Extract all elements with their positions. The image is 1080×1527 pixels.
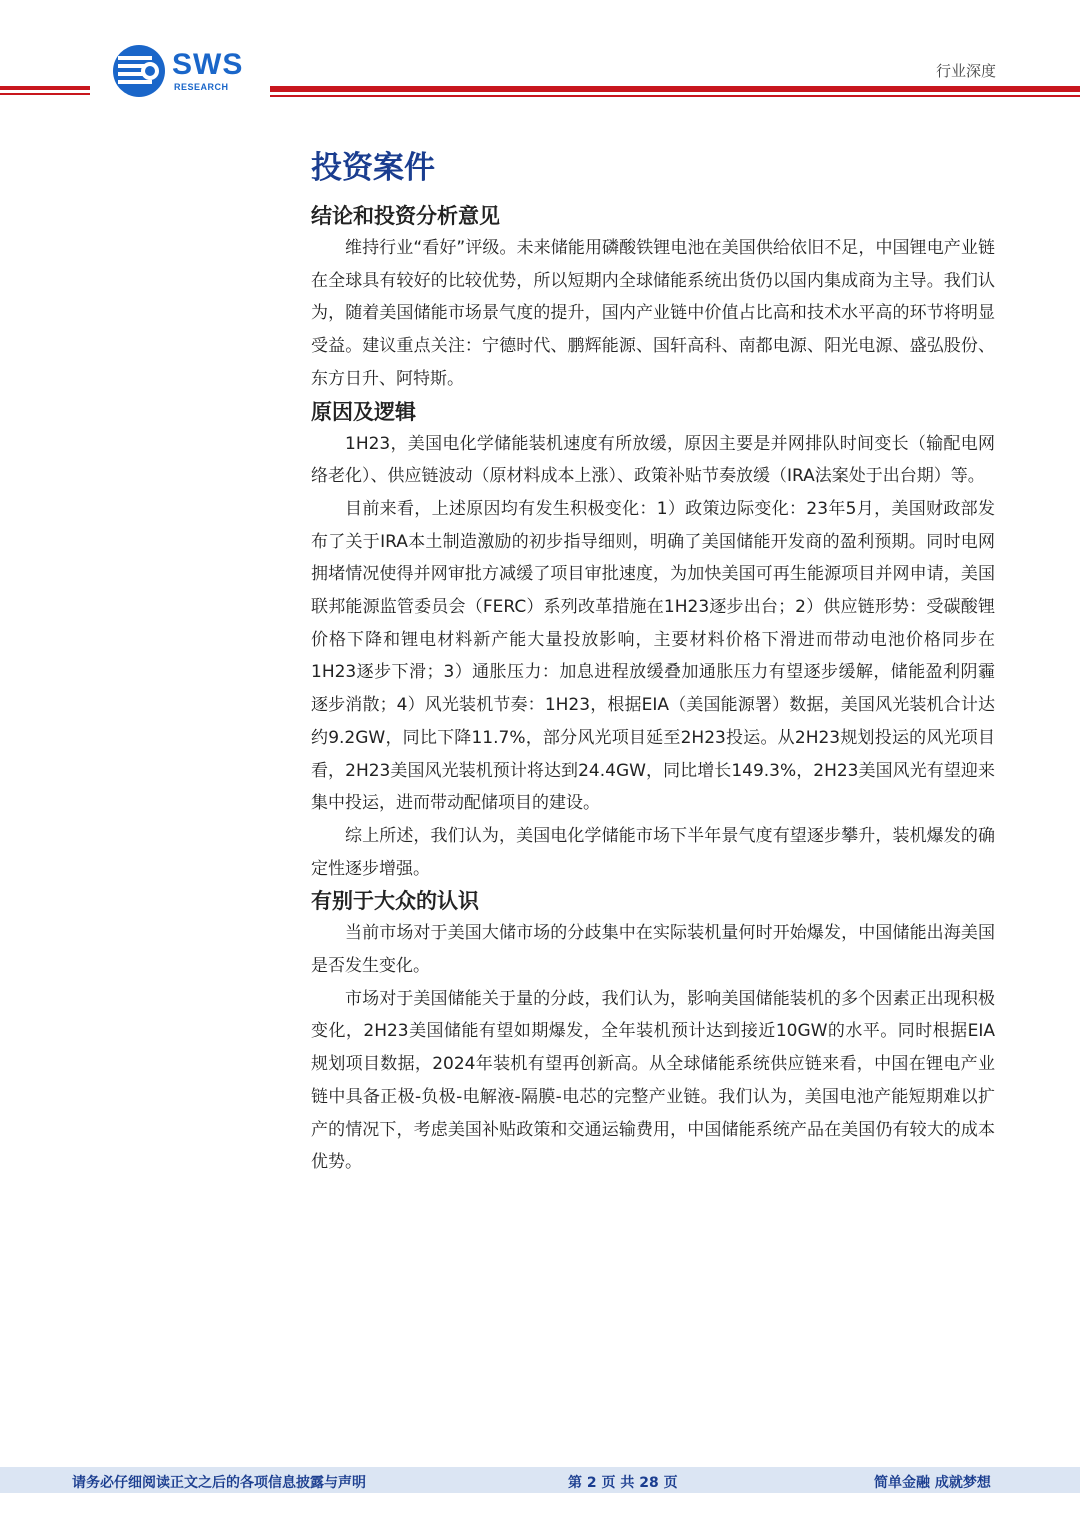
section-reasons (311, 396, 995, 886)
footer-page-number: 第 2 页 共 28 页 (568, 1475, 678, 1491)
section-heading: 结论和投资分析意见 (311, 204, 500, 228)
header-rule-right-thin (270, 95, 1080, 97)
sws-logo (112, 44, 252, 100)
paragraph: 维持行业“看好”评级。未来储能用磷酸铁锂电池在美国供给依旧不足，中国锂电产业链在全球具有较好的比较优势，所以短期内全球储能系统出货仍以国内集成商为主导。我们认为，随着美国储能市场景气度的提升，国内产业链中价值占比高和技术水平高的环节将明显受益。建议重点关注：宁德时代、鹏辉能源、国轩高科、南都电源、阳光电源、盛弘股份、东方日升、阿特斯。 (311, 238, 995, 389)
page-footer (0, 1467, 1080, 1493)
paragraph: 综上所述，我们认为，美国电化学储能市场下半年景气度有望逐步攀升，装机爆发的确定性逐步增强。 (311, 825, 995, 879)
footer-disclaimer: 请务必仔细阅读正文之后的各项信息披露与声明 (72, 1475, 366, 1491)
header-rule-right (270, 86, 1080, 92)
footer-slogan: 简单金融 成就梦想 (874, 1475, 991, 1491)
section-differentiated-view (311, 885, 995, 1179)
paragraph: 市场对于美国储能关于量的分歧，我们认为，影响美国储能装机的多个因素正出现积极变化，2H23美国储能有望如期爆发，全年装机预计达到接近10GW的水平。同时根据EIA规划项目数据，2024年装机有望再创新高。从全球储能系统供应链来看，中国在锂电产业链中具备正极-负极-电解液-隔膜-电芯的完整产业链。我们认为，美国电池产能短期难以扩产的情况下，考虑美国补贴政策和交通运输费用，中国储能系统产品在美国仍有较大的成本优势。 (311, 988, 995, 1173)
report-type-tag: 行业深度 (935, 62, 996, 80)
page-header (0, 0, 1080, 110)
paragraph: 目前来看，上述原因均有发生积极变化：1）政策边际变化：23年5月，美国财政部发布了关于IRA本土制造激励的初步指导细则，明确了美国储能开发商的盈利预期。同时电网拥堵情况使得并网审批方减缓了项目审批速度，为加快美国可再生能源项目并网申请，美国联邦能源监管委员会（FERC）系列改革措施在1H23逐步出台；2）供应链形势：受碳酸锂价格下降和锂电材料新产能大量投放影响，主要材料价格下滑进而带动电池价格同步在1H23逐步下滑；3）通胀压力：加息进程放缓叠加通胀压力有望逐步缓解，储能盈利阴霾逐步消散；4）风光装机节奏：1H23，根据EIA（美国能源署）数据，美国风光装机合计达约9.2GW，同比下降11.7%，部分风光项目延至2H23投运。从2H23规划投运的风光项目看，2H23美国风光装机预计将达到24.4GW，同比增长149.3%，2H23美国风光有望迎来集中投运，进而带动配储项目的建设。 (311, 498, 995, 814)
section-heading: 有别于大众的认识 (311, 889, 479, 914)
logo-subtext: RESEARCH (174, 82, 229, 92)
header-rule-left (0, 86, 90, 90)
section-conclusion (311, 200, 995, 396)
sws-logo-icon (112, 44, 166, 98)
paragraph: 当前市场对于美国大储市场的分歧集中在实际装机量何时开始爆发，中国储能出海美国是否发生变化。 (311, 923, 995, 977)
logo-wordmark: SWS (172, 48, 244, 81)
paragraph: 1H23，美国电化学储能装机速度有所放缓，原因主要是并网排队时间变长（输配电网络老化）、供应链波动（原材料成本上涨）、政策补贴节奏放缓（IRA法案处于出台期）等。 (311, 433, 995, 487)
main-content (311, 148, 995, 1179)
header-rule-left-thin (0, 93, 90, 95)
section-heading: 原因及逻辑 (311, 399, 416, 424)
page-title: 投资案件 (311, 150, 435, 186)
